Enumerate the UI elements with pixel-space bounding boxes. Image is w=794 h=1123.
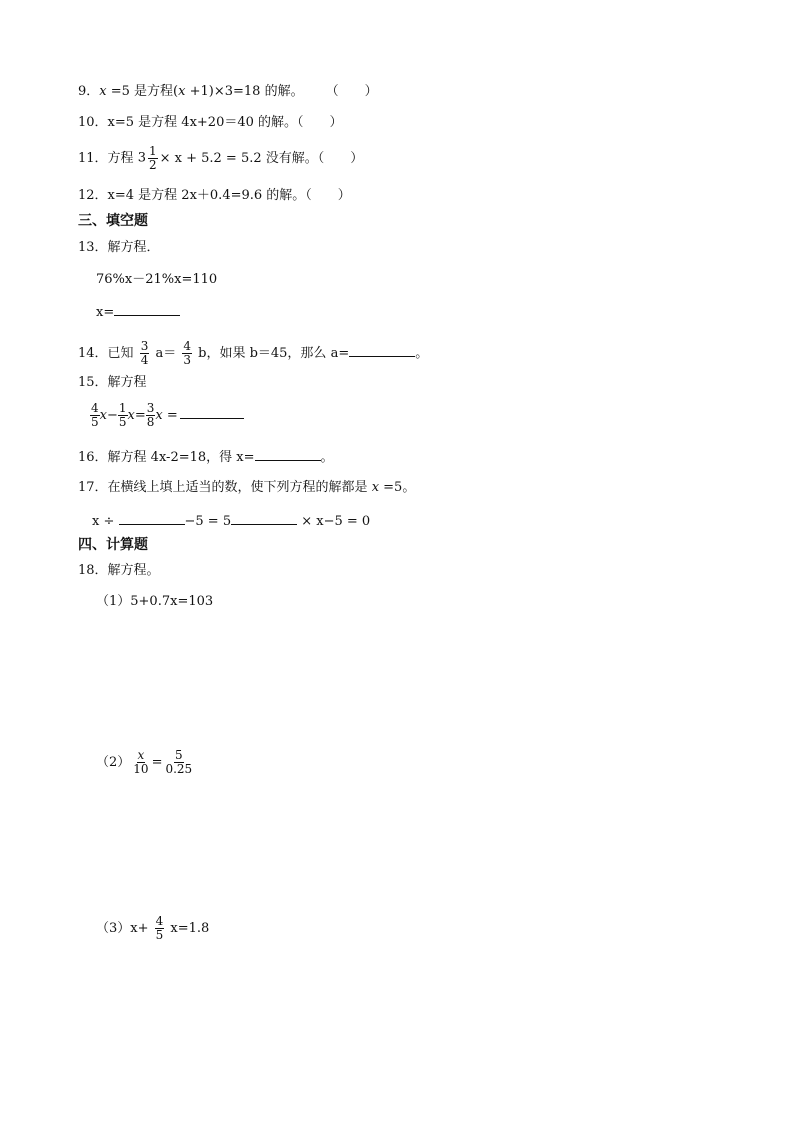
variable-x: x [371,480,380,495]
answer-blank[interactable] [255,448,321,461]
fraction-denominator: 0.25 [165,762,193,776]
question-number: 12． [78,188,108,203]
fraction-numerator: 3 [140,339,149,353]
fraction-denominator: 10 [133,762,149,776]
question-13 [78,240,160,256]
equation-text: x ÷ [92,514,119,529]
question-15 [78,375,147,391]
question-number: 11． [78,151,108,166]
answer-blank[interactable] [114,303,180,316]
fraction-numerator: 4 [91,401,99,415]
question-text: +1)×3=18 的解。 [185,84,304,99]
question-text: x=4 是方程 2x＋0.4=9.6 的解。 [107,188,306,203]
fraction-denominator: 4 [140,353,149,367]
question-12 [78,188,351,204]
equals-sign: = [134,408,146,423]
question-number: 18． [78,563,108,578]
question-text: b，如果 b＝45，那么 a= [193,346,350,361]
minus-sign: − [106,408,118,423]
fraction [182,340,192,367]
question-text: 没有解。 [261,151,318,166]
question-18-part-1: （1）5+0.7x=103 [96,594,214,609]
question-13-equation: 76%x－21%x=110 [96,272,218,287]
question-number: 15． [78,375,108,390]
equation-text: x=1.8 [166,921,210,936]
question-14 [78,340,428,367]
mixed-number-whole: 3 [137,150,146,166]
question-13-answer [96,303,180,321]
variable-x: x [155,408,163,423]
equation-text: −5 = 5 [184,514,232,529]
answer-blank[interactable] [349,344,415,357]
part-label: （3）x+ [96,921,153,936]
fraction-denominator: 8 [146,415,155,429]
question-18-part-3 [96,914,209,944]
part-label: （2） [96,755,131,770]
variable-x: x [99,84,107,99]
question-text: =5 是方程( [106,84,179,99]
question-11 [78,145,363,172]
question-16 [78,448,334,466]
variable-x: x [127,408,135,423]
equals-sign: = [162,408,178,423]
fraction [140,340,150,367]
fraction-denominator: 5 [155,928,164,942]
answer-parentheses[interactable]: （ ） [317,151,364,166]
fraction [148,145,158,172]
answer-label: x= [96,305,115,320]
variable-x: x [99,408,107,423]
question-text: 解方程． [107,240,160,255]
question-text: 方程 [107,151,138,166]
question-9 [78,84,378,100]
question-18-part-2 [96,748,195,778]
question-text: x=5 是方程 4x+20＝40 的解。 [107,115,298,130]
fraction-numerator: 4 [183,339,191,353]
equation-text: × x + 5.2 = 5.2 [159,151,262,166]
equation-text: × x−5 = 0 [297,514,371,529]
fraction-denominator: 3 [183,353,191,367]
question-text: 。 [415,346,429,361]
answer-blank[interactable] [231,512,297,525]
fraction-numerator: 3 [146,401,155,415]
fraction-numerator: 4 [155,914,164,928]
question-number: 16． [78,450,108,465]
variable-x: x [178,84,186,99]
answer-parentheses[interactable]: （ ） [305,188,351,203]
question-text: 解方程。 [107,563,160,578]
question-text: 解方程 4x-2=18，得 x= [107,450,255,465]
fraction [164,749,193,776]
fraction-numerator: 1 [118,401,127,415]
question-text: 。 [320,450,334,465]
fraction-numerator: 1 [148,144,157,158]
fraction-numerator: 5 [175,748,183,762]
fraction [155,915,165,942]
fraction-denominator: 2 [148,158,157,172]
question-number: 14． [78,346,108,361]
question-text: 解方程 [107,375,147,390]
question-number: 9． [78,84,100,99]
section-heading-calculation: 四、计算题 [78,537,148,553]
question-10 [78,115,343,131]
fraction [118,402,128,429]
fraction-denominator: 5 [118,415,127,429]
question-15-equation [90,401,244,431]
question-18 [78,563,160,579]
fraction-numerator: x [137,748,145,762]
fraction [90,402,100,429]
question-text: a＝ [151,346,181,361]
question-text: =5。 [379,480,416,495]
question-17-equations [92,512,370,530]
question-text: 在横线上填上适当的数，使下列方程的解都是 [107,480,372,495]
question-number: 10． [78,115,108,130]
fraction [132,749,149,776]
fraction [146,402,156,429]
answer-blank[interactable] [119,512,185,525]
fraction-denominator: 5 [91,415,99,429]
question-number: 13． [78,240,108,255]
answer-blank[interactable] [180,406,244,419]
question-17 [78,480,415,496]
answer-parentheses[interactable]: （ ） [297,115,343,130]
question-number: 17． [78,480,108,495]
answer-parentheses[interactable]: （ ） [325,84,378,99]
equals-sign: = [151,755,163,770]
question-text: 已知 [107,346,138,361]
section-heading-fill-in: 三、填空题 [78,213,148,229]
